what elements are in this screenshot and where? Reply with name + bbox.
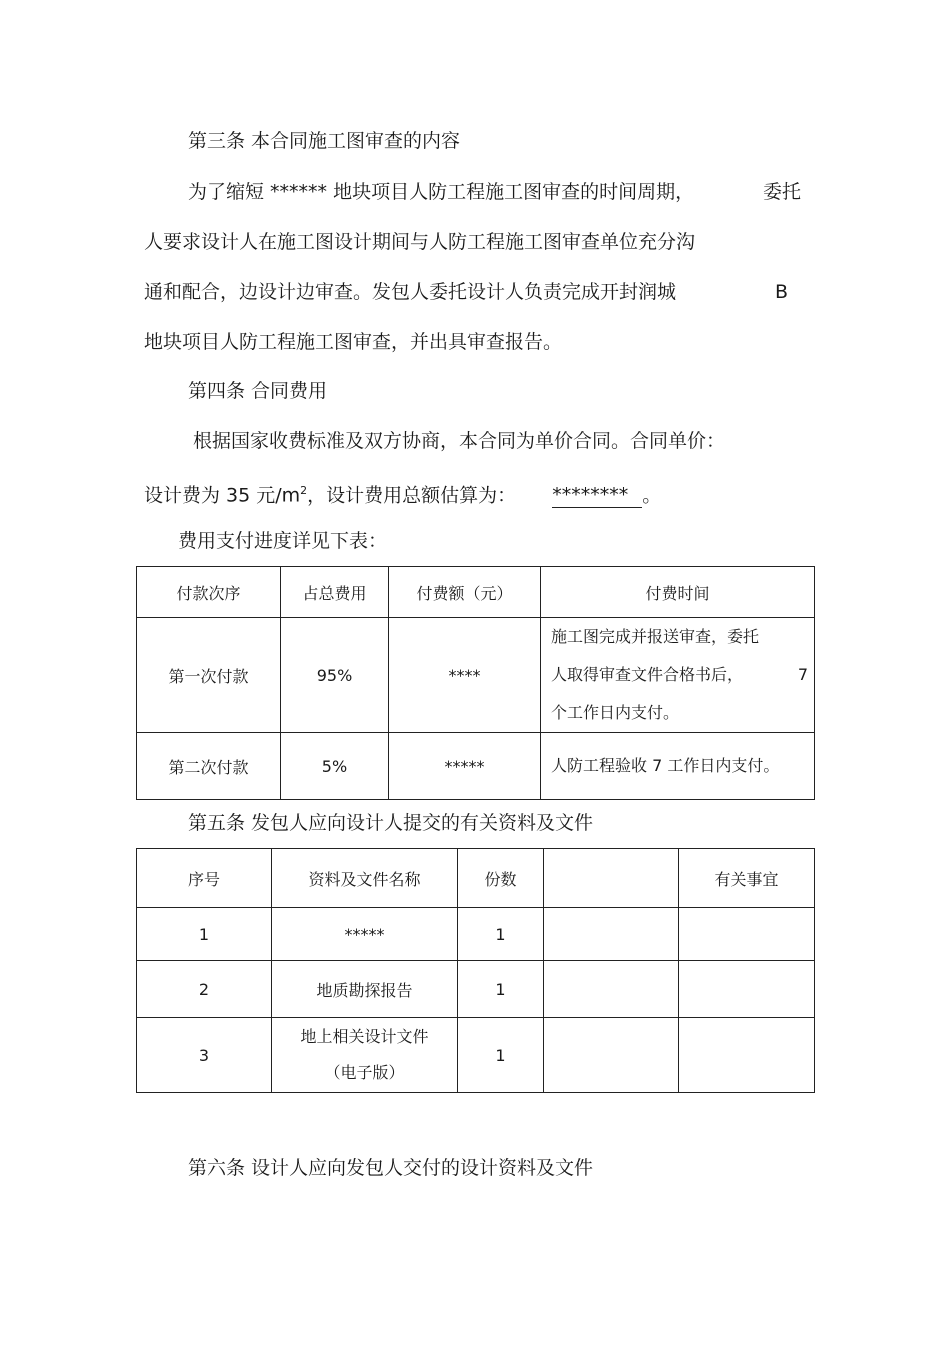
payment-order: 第二次付款 (137, 733, 281, 800)
header-cell: 占总费用 (281, 567, 389, 618)
article-3-line-3: 通和配合，边设计边审查。发包人委托设计人负责完成开封润城 (144, 281, 677, 303)
header-cell: 付费额（元） (389, 567, 541, 618)
payment-schedule-table (136, 566, 815, 800)
article-3-line-4: 地块项目人防工程施工图审查，并出具审查报告。 (144, 331, 563, 353)
table-row (137, 733, 815, 800)
header-cell (544, 849, 679, 908)
header-cell: 有关事宜 (679, 849, 815, 908)
article-6-heading: 第六条 设计人应向发包人交付的设计资料及文件 (188, 1157, 594, 1179)
table-header-row (137, 567, 815, 618)
unit-price-text: 设计费为 35 元/m (144, 484, 301, 507)
payment-order: 第一次付款 (137, 618, 281, 733)
doc-name-line: （电子版） (324, 1063, 405, 1082)
article-4-line-1: 根据国家收费标准及双方协商，本合同为单价合同。合同单价： (193, 430, 726, 452)
doc-number: 2 (137, 961, 272, 1018)
payment-time: 人防工程验收 7 工作日内支付。 (541, 733, 815, 800)
header-cell: 份数 (458, 849, 544, 908)
doc-name (272, 1018, 458, 1093)
line-end-mark: 。 (642, 484, 662, 507)
payment-percent: 5% (281, 733, 389, 800)
payment-amount: **** (389, 618, 541, 733)
empty-cell (544, 908, 679, 961)
article-4-line-2 (144, 479, 661, 508)
doc-copies: 1 (458, 908, 544, 961)
article-3-heading: 第三条 本合同施工图审查的内容 (188, 130, 461, 152)
header-cell: 付费时间 (541, 567, 815, 618)
table-header-row (137, 849, 815, 908)
article-3-line-1-end: 委托 (763, 181, 802, 203)
table-row (137, 961, 815, 1018)
table-row (137, 618, 815, 733)
article-3-line-1: 为了缩短 ****** 地块项目人防工程施工图审查的时间周期， (188, 181, 695, 203)
article-3-line-2: 人要求设计人在施工图设计期间与人防工程施工图审查单位充分沟 (144, 231, 696, 253)
article-4-line-3: 费用支付进度详见下表： (178, 530, 388, 552)
doc-number: 1 (137, 908, 272, 961)
empty-cell (544, 1018, 679, 1093)
documents-table (136, 848, 815, 1093)
payment-amount: ***** (389, 733, 541, 800)
table-row (137, 908, 815, 961)
header-cell: 序号 (137, 849, 272, 908)
doc-name: 地质勘探报告 (272, 961, 458, 1018)
header-cell: 付款次序 (137, 567, 281, 618)
article-5-heading: 第五条 发包人应向设计人提交的有关资料及文件 (188, 812, 594, 834)
doc-notes (679, 908, 815, 961)
article-3-line-3-end: B (775, 281, 789, 303)
payment-time-line: 个工作日内支付。 (551, 703, 680, 722)
doc-notes (679, 1018, 815, 1093)
empty-cell (544, 961, 679, 1018)
payment-time (541, 618, 815, 733)
doc-copies: 1 (458, 1018, 544, 1093)
doc-name-line: 地上相关设计文件 (300, 1027, 429, 1046)
payment-time-line (551, 656, 814, 694)
doc-notes (679, 961, 815, 1018)
table-row (137, 1018, 815, 1093)
payment-percent: 95% (281, 618, 389, 733)
header-cell: 资料及文件名称 (272, 849, 458, 908)
total-estimate-label: ，设计费用总额估算为： (307, 484, 517, 507)
article-4-heading: 第四条 合同费用 (188, 380, 328, 402)
doc-number: 3 (137, 1018, 272, 1093)
unit-exponent: 2 (300, 484, 308, 497)
doc-copies: 1 (458, 961, 544, 1018)
payment-time-line: 施工图完成并报送审查，委托 (551, 627, 760, 646)
payment-time-days: 7 (797, 665, 808, 684)
doc-name: ***** (272, 908, 458, 961)
total-estimate-value: ******** (552, 483, 642, 508)
payment-time-text: 人取得审查文件合格书后， (551, 665, 744, 684)
